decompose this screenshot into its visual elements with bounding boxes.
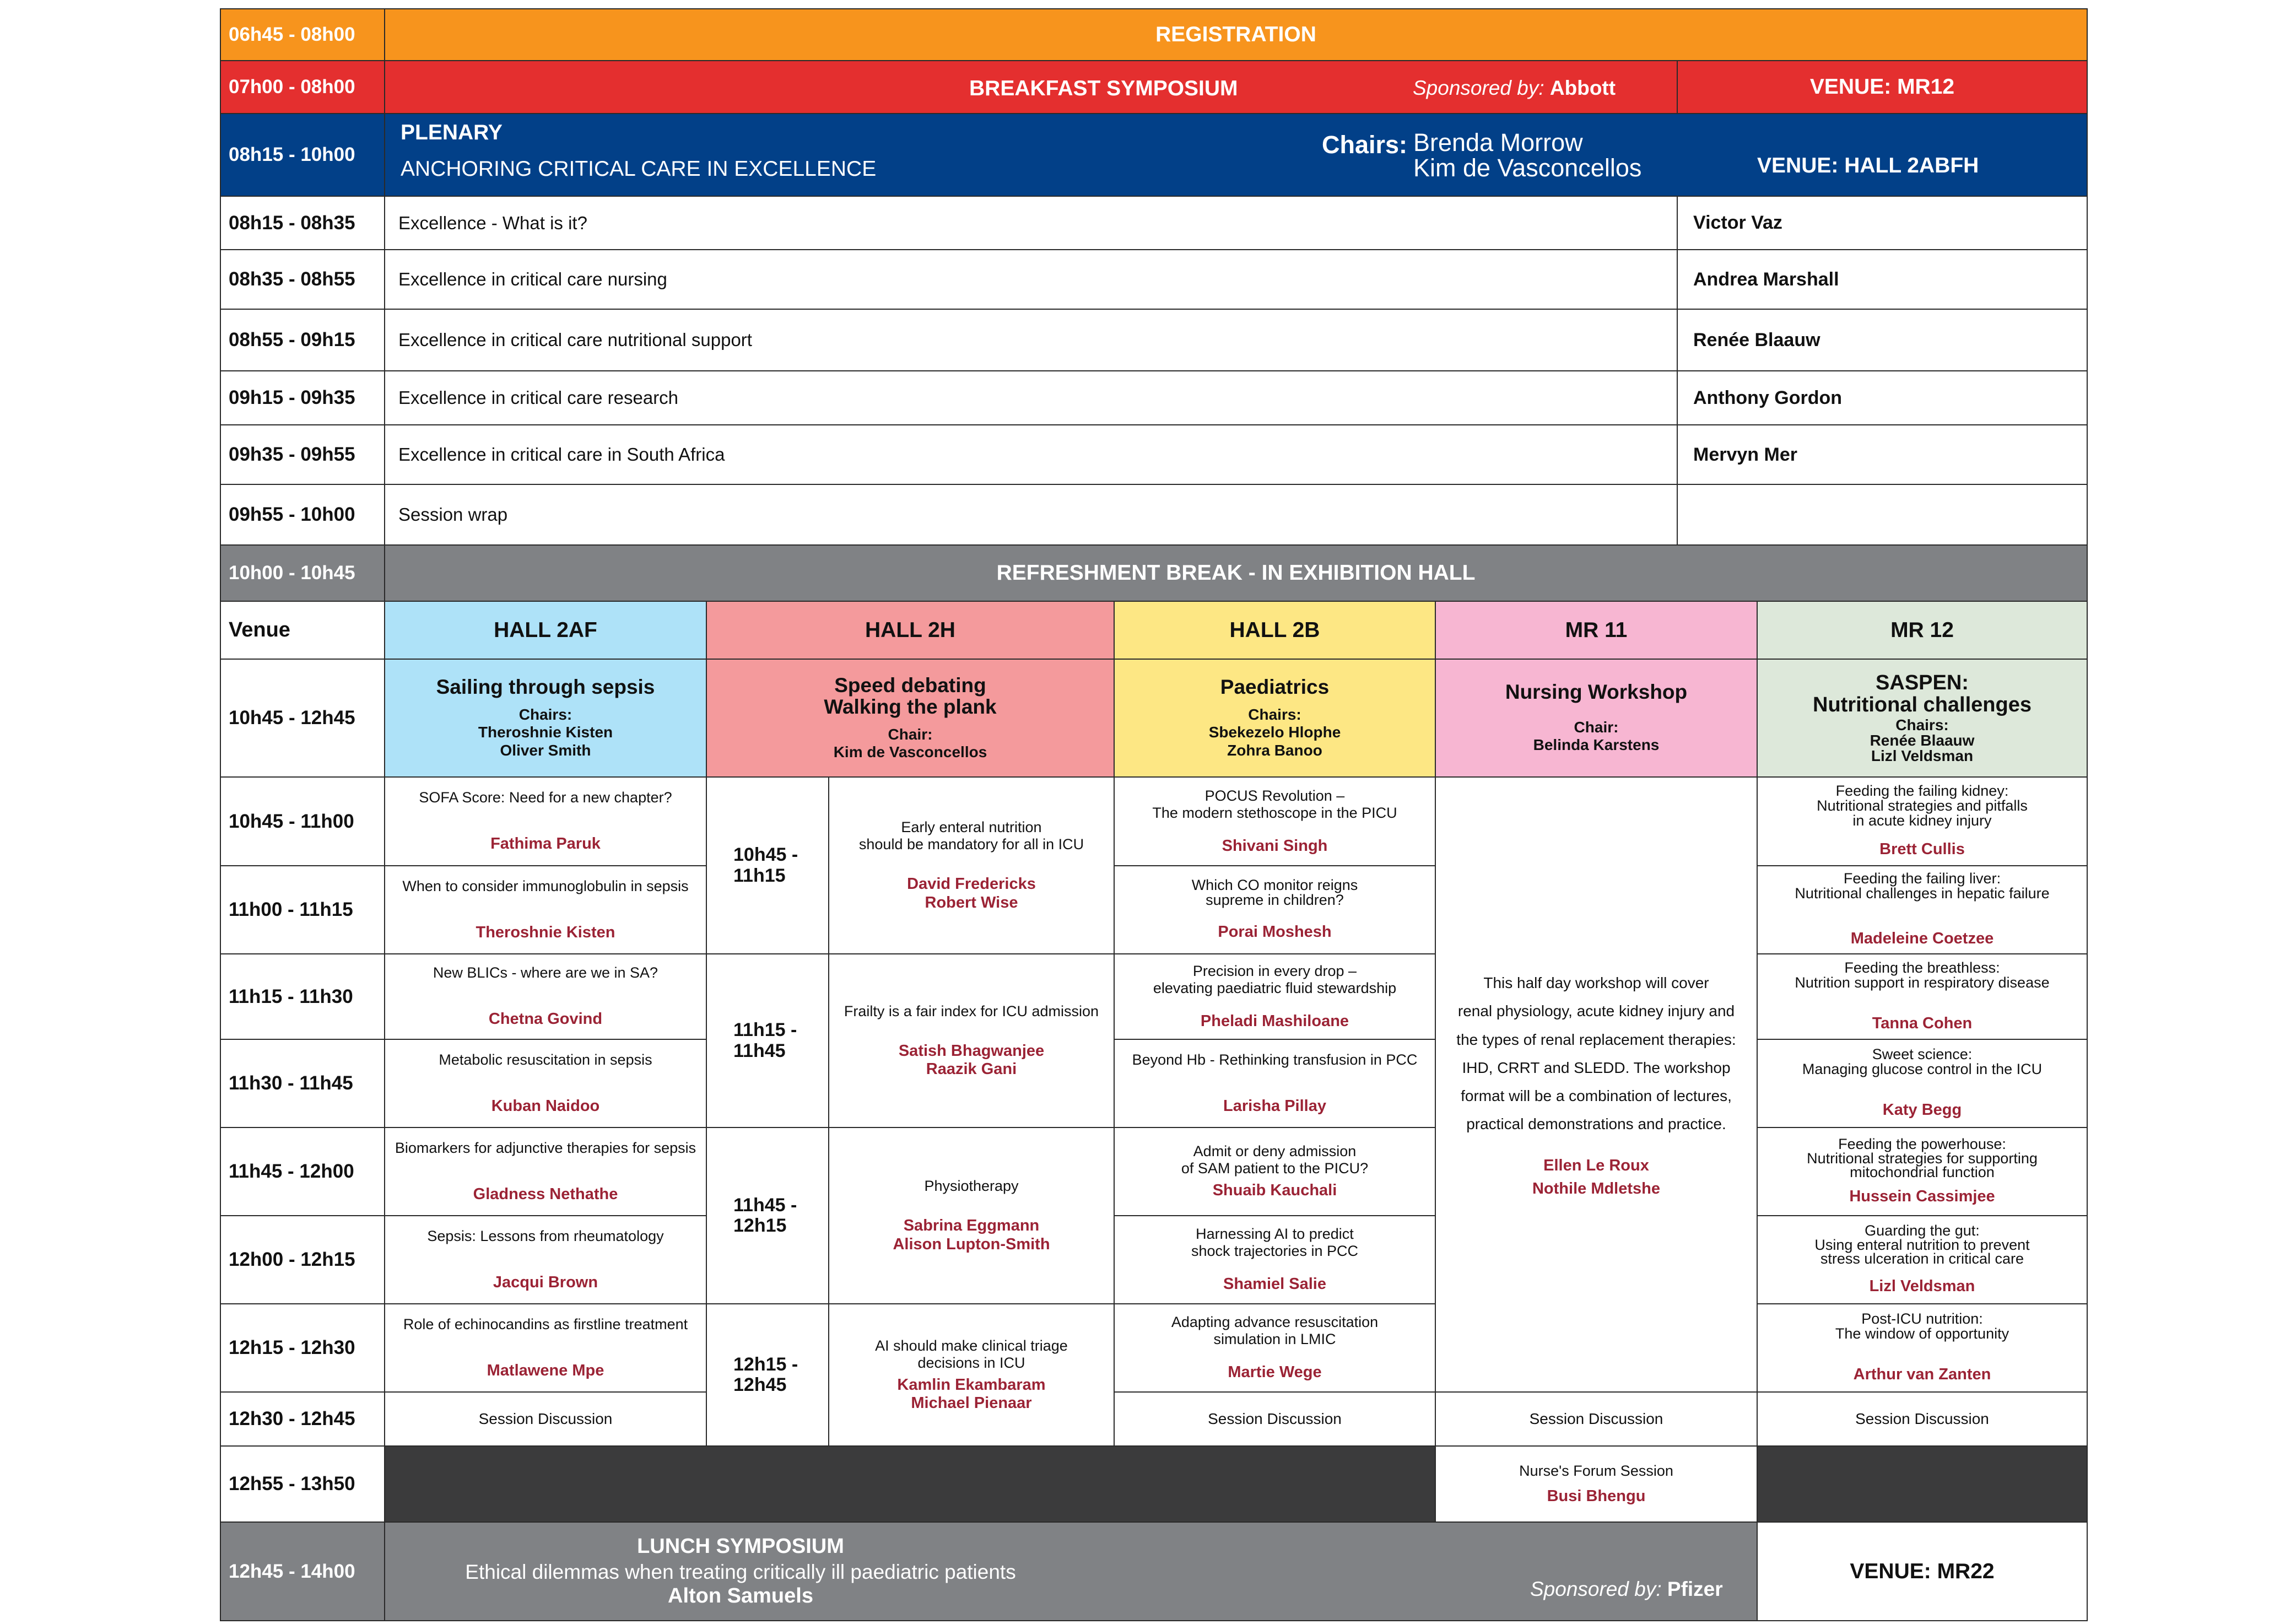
debate-speakers: Kamlin Ekambaram Michael Pienaar [897, 1375, 1046, 1412]
session-discussion: Session Discussion [1114, 1391, 1436, 1447]
debate-topic [828, 776, 1115, 954]
session-header-2h [706, 659, 1115, 778]
breakfast-label: BREAKFAST SYMPOSIUM [969, 77, 1238, 100]
venue-label: Venue [220, 601, 385, 660]
hall2b-talk [1114, 1215, 1436, 1304]
lunch-label: LUNCH SYMPOSIUM [637, 1535, 844, 1558]
chair-name: Belinda Karstens [1533, 736, 1660, 754]
talk-title: Harnessing AI to predict shock trajectories in PCC [1191, 1226, 1359, 1260]
debate-slot: 11h45 - 12h15 [706, 1127, 829, 1304]
speaker-name: Theroshnie Kisten [476, 923, 615, 941]
session-header-2b [1114, 659, 1436, 778]
chair-name: Zohra Banoo [1227, 741, 1322, 759]
hall-header-2h: HALL 2H [706, 601, 1115, 660]
talk-title: Precision in every drop – elevating paediatric fluid stewardship [1153, 962, 1397, 996]
plenary-chair: Brenda Morrow [1413, 128, 1583, 157]
speaker-name: Larisha Pillay [1223, 1097, 1326, 1115]
session-title: Nursing Workshop [1505, 681, 1688, 704]
speaker-name: Matlawene Mpe [487, 1361, 604, 1379]
debate-title: AI should make clinical triage decisions in ICU [875, 1337, 1068, 1371]
hall-header-mr12: MR 12 [1757, 601, 2088, 660]
plenary-chairs-label: Chairs: [1322, 131, 1408, 159]
forum-speaker: Busi Bhengu [1547, 1487, 1646, 1505]
debate-slot: 12h15 - 12h45 [706, 1303, 829, 1447]
mr12-talk [1757, 1215, 2088, 1304]
session-header-mr11 [1435, 659, 1758, 778]
talk-speaker: Victor Vaz [1677, 196, 2088, 250]
talk-title: Excellence - What is it? [384, 196, 1678, 250]
lunch-time: 12h45 - 14h00 [220, 1522, 385, 1621]
dark-block [384, 1445, 1436, 1523]
debate-speakers: Satish Bhagwanjee Raazik Gani [898, 1042, 1045, 1078]
talk-time: 08h55 - 09h15 [220, 309, 385, 371]
workshop-facilitators: Ellen Le Roux Nothile Mdletshe [1532, 1156, 1660, 1197]
speaker-name: Gladness Nethathe [473, 1185, 618, 1203]
talk-title: Post-ICU nutrition: The window of opportunity [1835, 1310, 2009, 1342]
session-title: Speed debating Walking the plank [824, 673, 997, 718]
mr12-talk [1757, 776, 2088, 866]
chair-label: Chairs: [1895, 716, 1949, 733]
plenary-time: 08h15 - 10h00 [220, 113, 385, 197]
session-chairs [478, 706, 613, 759]
talk-title: Biomarkers for adjunctive therapies for sepsis [395, 1139, 696, 1156]
session-discussion: Session Discussion [1435, 1391, 1758, 1447]
session-chairs [1209, 706, 1341, 759]
breakfast-sponsor-prefix: Sponsored by: [1413, 77, 1544, 99]
talk-title: Sepsis: Lessons from rheumatology [427, 1227, 664, 1244]
talk-title: Feeding the powerhouse: Nutritional strategies for supporting mitochondrial function [1807, 1135, 2038, 1181]
lunch-sponsor [1530, 1578, 1723, 1601]
talk-speaker: Anthony Gordon [1677, 370, 2088, 425]
talk-title: Excellence in critical care nursing [384, 249, 1678, 310]
hall2af-talk [384, 1127, 707, 1216]
hall-header-mr11: MR 11 [1435, 601, 1758, 660]
session-chairs [1870, 717, 1975, 764]
hall2af-talk [384, 1039, 707, 1128]
lunch-banner [384, 1522, 1758, 1621]
breakfast-time: 07h00 - 08h00 [220, 60, 385, 114]
row-time: 12h30 - 12h45 [220, 1391, 385, 1447]
session-title: Paediatrics [1220, 676, 1330, 699]
chair-label: Chair: [888, 725, 933, 743]
breakfast-banner [384, 60, 1678, 114]
speaker-name: Shivani Singh [1222, 837, 1328, 855]
mr12-talk [1757, 1039, 2088, 1128]
plenary-subtitle: ANCHORING CRITICAL CARE IN EXCELLENCE [401, 157, 877, 181]
talk-time: 09h35 - 09h55 [220, 424, 385, 485]
mr12-talk [1757, 1303, 2088, 1393]
chair-name: Kim de Vasconcellos [833, 743, 987, 760]
talk-title: Admit or deny admission of SAM patient to the PICU? [1181, 1143, 1369, 1177]
chair-name: Renée Blaauw [1870, 731, 1975, 749]
talk-title: Excellence in critical care research [384, 370, 1678, 425]
talk-title: Sweet science: Managing glucose control in the ICU [1802, 1046, 2043, 1078]
speaker-name: Pheladi Mashiloane [1200, 1012, 1349, 1030]
speaker-name: Shuaib Kauchali [1212, 1181, 1337, 1200]
lunch-venue: VENUE: MR22 [1757, 1522, 2088, 1621]
plenary-banner [384, 113, 2088, 197]
registration-banner: REGISTRATION [384, 8, 2088, 61]
talk-title: Guarding the gut: Using enteral nutrition to prevent stress ulceration in critical care [1814, 1222, 2030, 1267]
breakfast-venue: VENUE: MR12 [1677, 60, 2088, 114]
chair-label: Chairs: [518, 706, 572, 724]
refreshment-time: 10h00 - 10h45 [220, 544, 385, 602]
talk-title: New BLICs - where are we in SA? [433, 964, 658, 981]
refreshment-banner: REFRESHMENT BREAK - IN EXHIBITION HALL [384, 544, 2088, 602]
hall2af-talk [384, 865, 707, 954]
talk-time: 08h15 - 08h35 [220, 196, 385, 250]
hall2b-talk [1114, 953, 1436, 1040]
lunch-subtitle: Ethical dilemmas when treating critically ill paediatric patients [465, 1561, 1016, 1583]
speaker-name: Arthur van Zanten [1853, 1366, 1991, 1384]
debate-slot: 10h45 - 11h15 [706, 776, 829, 954]
registration-time: 06h45 - 08h00 [220, 8, 385, 61]
hall2af-talk [384, 776, 707, 866]
session-header-2af [384, 659, 707, 778]
speaker-name: Hussein Cassimjee [1849, 1187, 1995, 1205]
lunch-sponsor-prefix: Sponsored by: [1530, 1578, 1662, 1600]
talk-title: Feeding the breathless: Nutrition support in respiratory disease [1795, 959, 2050, 991]
debate-title: Physiotherapy [924, 1178, 1019, 1195]
talk-time: 08h35 - 08h55 [220, 249, 385, 310]
row-time: 11h15 - 11h30 [220, 953, 385, 1040]
debate-title: Frailty is a fair index for ICU admission [844, 1002, 1099, 1019]
speaker-name: Porai Moshesh [1218, 923, 1332, 941]
talk-speaker [1677, 484, 2088, 546]
breakfast-sponsor-name: Abbott [1549, 77, 1616, 99]
session-header-mr12 [1757, 659, 2088, 778]
row-time: 11h00 - 11h15 [220, 865, 385, 954]
debate-speakers: Sabrina Eggmann Alison Lupton-Smith [893, 1217, 1050, 1253]
plenary-title: PLENARY [401, 121, 503, 144]
dark-block [1757, 1445, 2088, 1523]
hall-header-2b: HALL 2B [1114, 601, 1436, 660]
row-time: 11h30 - 11h45 [220, 1039, 385, 1128]
hall2af-talk [384, 1303, 707, 1393]
talk-title: POCUS Revolution – The modern stethoscope in the PICU [1152, 787, 1397, 821]
plenary-venue: VENUE: HALL 2ABFH [1757, 154, 1979, 177]
mr12-talk [1757, 953, 2088, 1040]
lunch-sponsor-name: Pfizer [1667, 1578, 1723, 1600]
chair-label: Chair: [1574, 719, 1619, 736]
talk-title: Feeding the failing liver: Nutritional challenges in hepatic failure [1795, 870, 2050, 902]
nurses-forum-session [1435, 1445, 1758, 1523]
speaker-name: Kuban Naidoo [491, 1097, 600, 1115]
debate-topic [828, 1127, 1115, 1304]
mr11-workshop [1435, 776, 1758, 1393]
talk-title: Which CO monitor reigns supreme in children? [1191, 877, 1358, 909]
hall2b-talk [1114, 1039, 1436, 1128]
hall2b-talk [1114, 865, 1436, 954]
session-discussion: Session Discussion [1757, 1391, 2088, 1447]
session-title: Sailing through sepsis [436, 676, 655, 699]
talk-speaker: Mervyn Mer [1677, 424, 2088, 485]
debate-topic [828, 1303, 1115, 1447]
nurses-forum-time: 12h55 - 13h50 [220, 1445, 385, 1523]
talk-title: SOFA Score: Need for a new chapter? [419, 789, 672, 806]
row-time: 11h45 - 12h00 [220, 1127, 385, 1216]
speaker-name: Jacqui Brown [493, 1273, 598, 1291]
session-chairs [1533, 719, 1660, 754]
talk-time: 09h55 - 10h00 [220, 484, 385, 546]
speaker-name: Madeleine Coetzee [1850, 930, 1994, 948]
speaker-name: Shamiel Salie [1223, 1275, 1326, 1293]
plenary-chair: Kim de Vasconcellos [1413, 154, 1642, 182]
chair-name: Sbekezelo Hlophe [1208, 724, 1341, 741]
chair-name: Lizl Veldsman [1871, 747, 1974, 764]
talk-speaker: Andrea Marshall [1677, 249, 2088, 310]
hall-header-2af: HALL 2AF [384, 601, 707, 660]
talk-title: Excellence in critical care nutritional support [384, 309, 1678, 371]
session-discussion: Session Discussion [384, 1391, 707, 1447]
breakfast-sponsor [1413, 77, 1616, 100]
hall2b-talk [1114, 1303, 1436, 1393]
talk-time: 09h15 - 09h35 [220, 370, 385, 425]
row-time: 12h15 - 12h30 [220, 1303, 385, 1393]
talk-title: Session wrap [384, 484, 1678, 546]
workshop-description: This half day workshop will cover renal physiology, acute kidney injury and the types of renal replacement therapies: IHD, CRRT and SLEDD. The workshop format will be a combination of lectures, practical demonstrations and practice. [1456, 974, 1736, 1133]
speaker-name: Fathima Paruk [490, 835, 601, 853]
speaker-name: Chetna Govind [488, 1010, 603, 1028]
talk-speaker: Renée Blaauw [1677, 309, 2088, 371]
debate-topic [828, 953, 1115, 1128]
hall2af-talk [384, 953, 707, 1040]
talk-title: Excellence in critical care in South Africa [384, 424, 1678, 485]
chair-label: Chairs: [1248, 706, 1301, 724]
mr12-talk [1757, 865, 2088, 954]
speaker-name: Tanna Cohen [1872, 1014, 1973, 1032]
talk-title: When to consider immunoglobulin in sepsis [402, 877, 689, 894]
talk-title: Role of echinocandins as firstline treatment [403, 1315, 688, 1332]
debate-slot: 11h15 - 11h45 [706, 953, 829, 1128]
mr12-talk [1757, 1127, 2088, 1216]
session-title: SASPEN: Nutritional challenges [1813, 671, 2032, 716]
talk-title: Feeding the failing kidney: Nutritional strategies and pitfalls in acute kidney injury [1817, 783, 2028, 829]
hall2b-talk [1114, 776, 1436, 866]
forum-title: Nurse's Forum Session [1519, 1462, 1673, 1479]
hall2b-talk [1114, 1127, 1436, 1216]
debate-speakers: David Fredericks Robert Wise [907, 875, 1036, 911]
speaker-name: Martie Wege [1228, 1363, 1322, 1382]
row-time: 12h00 - 12h15 [220, 1215, 385, 1304]
talk-title: Metabolic resuscitation in sepsis [439, 1051, 652, 1068]
talk-title: Adapting advance resuscitation simulation in LMIC [1171, 1314, 1379, 1348]
hall2af-talk [384, 1215, 707, 1304]
lunch-speaker: Alton Samuels [668, 1584, 813, 1607]
speaker-name: Lizl Veldsman [1869, 1277, 1975, 1295]
session-time: 10h45 - 12h45 [220, 659, 385, 778]
speaker-name: Brett Cullis [1879, 840, 1965, 859]
debate-title: Early enteral nutrition should be mandatory for all in ICU [858, 819, 1084, 853]
chair-name: Theroshnie Kisten [478, 724, 613, 741]
session-chairs [834, 726, 987, 761]
chair-name: Oliver Smith [500, 741, 591, 759]
row-time: 10h45 - 11h00 [220, 776, 385, 866]
talk-title: Beyond Hb - Rethinking transfusion in PCC [1132, 1051, 1418, 1068]
speaker-name: Katy Begg [1882, 1101, 1962, 1119]
